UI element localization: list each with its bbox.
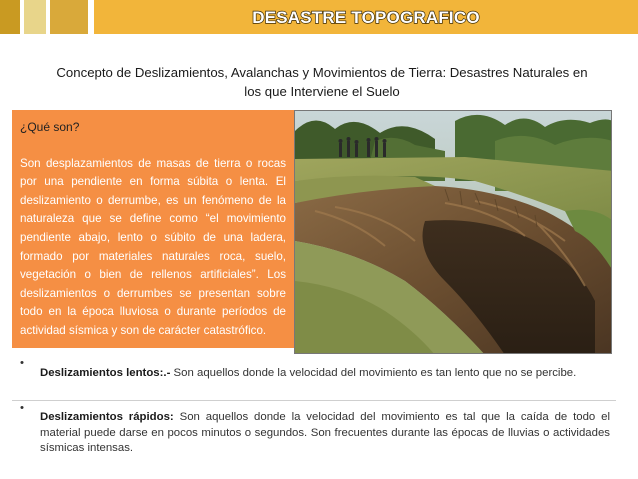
definition-text: Son desplazamientos de masas de tierra o rocas por una pendiente en forma súbita o lenta. El deslizamiento o derrumbe, es un fenómeno de la naturaleza que se define como “el movimiento pendiente abajo, lento o súbito de una ladera, formado por materiales naturales roca, suelo, vegetación o bien de rellenos artificiales”. Los deslizamientos o derrumbes se presentan sobre todo en la época lluviosa o durante períodos de actividad sísmica y son de carácter catastrófico. — [20, 156, 286, 337]
bullet-term: Deslizamientos lentos:.- — [40, 367, 171, 379]
landslide-photo — [294, 110, 612, 354]
subtitle-line-1: Concepto de Deslizamientos, Avalanchas y Movimientos de Tierra: Desastres Naturales en — [56, 65, 588, 80]
color-block — [50, 0, 88, 34]
color-block — [24, 0, 46, 34]
header-color-blocks — [0, 0, 88, 34]
bullet-term: Deslizamientos rápidos: — [40, 411, 174, 423]
bullet-fast-landslides — [12, 401, 616, 457]
bullet-list — [12, 356, 616, 457]
slide-title: DESASTRE TOPOGRAFICO — [252, 8, 480, 27]
bullet-text: Son aquellos donde la velocidad del movimiento es tan lento que no se percibe. — [170, 367, 577, 379]
title-bar-underline — [94, 34, 638, 36]
bullet-marker: • — [20, 357, 24, 369]
header-band — [0, 0, 638, 40]
landslide-photo-illustration — [295, 111, 612, 354]
definition-question: ¿Qué son? — [20, 120, 80, 134]
subtitle-line-2: los que Interviene el Suelo — [244, 84, 400, 99]
color-block — [0, 0, 20, 34]
definition-box — [12, 110, 294, 348]
bullet-slow-landslides — [12, 356, 616, 400]
bullet-marker: • — [20, 402, 24, 414]
bullet-text: Son aquellos donde la velocidad del movimiento es tal que la caída de todo el material puede darse en pocos minutos o segundos. Son frecuentes durante las épocas de lluvias o actividades sísmicas intensas. — [40, 411, 610, 454]
slide-subtitle — [24, 63, 620, 101]
